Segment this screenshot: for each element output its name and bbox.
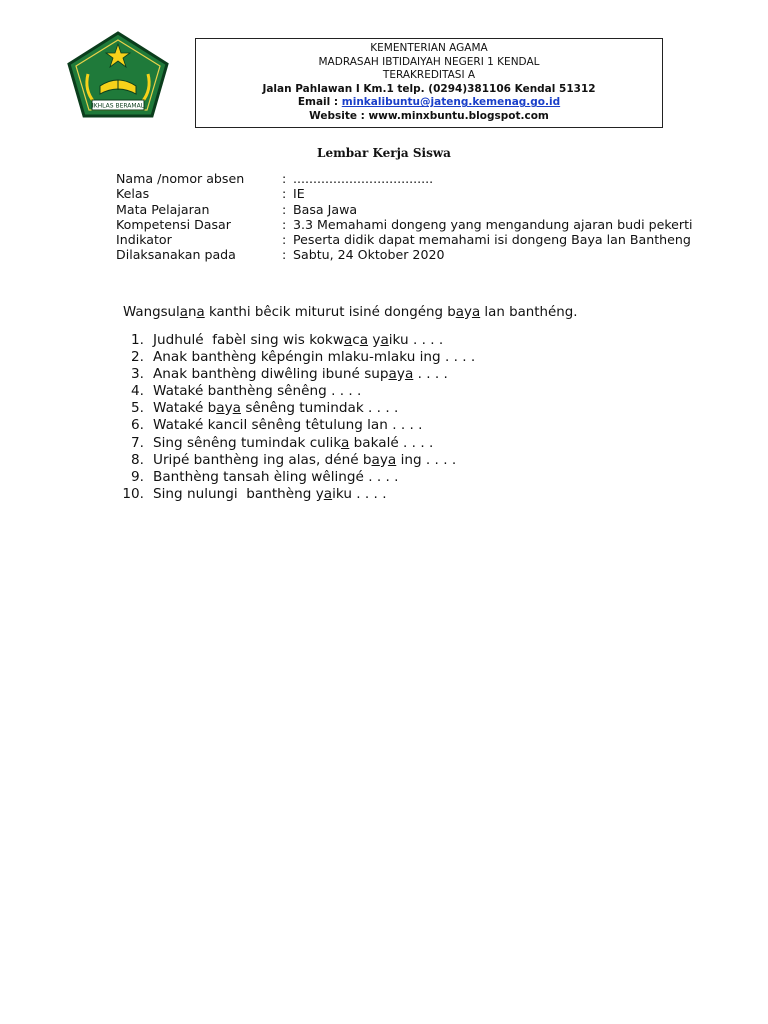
question-number: 5. — [131, 400, 144, 417]
info-row — [116, 202, 693, 217]
text-segment: n — [187, 305, 197, 320]
text-segment: Sing nulungi banthèng y — [153, 485, 324, 502]
info-colon: : — [282, 201, 287, 217]
logo-banner-text: IKHLAS BERAMAL — [91, 102, 145, 110]
question-number: 6. — [131, 417, 144, 434]
info-row — [116, 217, 693, 232]
underlined-letter: a — [179, 305, 188, 320]
question-text — [147, 349, 475, 366]
text-segment: lan banthéng. — [480, 305, 578, 320]
info-value: ................................... — [293, 171, 434, 186]
question-item — [114, 486, 475, 503]
info-value: Peserta didik dapat memahami isi dongeng Baya lan Bantheng — [293, 232, 691, 248]
info-label: Indikator — [116, 232, 172, 248]
text-segment: iku . . . . — [332, 485, 387, 502]
text-segment: kanthi bêcik miturut isiné dongéng b — [204, 305, 456, 320]
question-text — [147, 332, 443, 349]
question-number: 4. — [131, 383, 144, 400]
question-number: 2. — [131, 349, 144, 366]
text-segment: Wataké kancil sênêng têtulung lan . . . . — [153, 417, 423, 434]
question-number: 9. — [131, 468, 144, 485]
underlined-letter: a — [216, 400, 225, 417]
question-text — [147, 452, 456, 469]
info-colon: : — [282, 171, 287, 186]
info-row — [116, 186, 693, 201]
question-item — [114, 383, 475, 400]
email-line — [196, 96, 662, 110]
info-value: Sabtu, 24 Oktober 2020 — [293, 247, 445, 263]
underlined-letter: a — [343, 332, 353, 348]
info-row — [116, 247, 693, 262]
question-text — [147, 435, 433, 452]
underlined-letter: a — [371, 451, 380, 468]
question-item — [114, 417, 475, 434]
text-segment: Anak banthèng diwêling ibuné sup — [153, 366, 389, 383]
text-segment: bakalé . . . . — [349, 434, 434, 451]
text-segment: Judhulé fabèl sing wis kokw — [153, 332, 344, 348]
underlined-letter: a — [455, 305, 464, 320]
accreditation: TERAKREDITASI A — [382, 69, 476, 82]
text-segment: c — [352, 332, 360, 348]
ministry-name: KEMENTERIAN AGAMA — [370, 42, 488, 54]
question-text — [147, 486, 387, 503]
question-number: 8. — [131, 451, 144, 468]
underlined-letter: a — [471, 305, 481, 320]
instruction-text — [123, 305, 578, 320]
email-link[interactable]: minkalibuntu@jateng.kemenag.go.id — [341, 96, 561, 109]
info-value: Basa Jawa — [293, 201, 358, 217]
text-segment: y — [368, 332, 381, 348]
info-colon: : — [282, 186, 287, 202]
text-segment: iku . . . . — [388, 332, 444, 348]
question-number: 3. — [131, 366, 144, 383]
question-item — [114, 452, 475, 469]
text-segment: Uripé banthèng ing alas, déné b — [153, 451, 372, 468]
underlined-letter: a — [388, 366, 397, 383]
info-label: Kelas — [116, 186, 150, 202]
info-colon: : — [282, 247, 287, 263]
question-text — [147, 366, 448, 383]
question-item — [114, 366, 475, 383]
text-segment: y — [224, 400, 233, 417]
underlined-letter: a — [232, 400, 241, 417]
text-segment: Sing sênêng tumindak culik — [153, 434, 341, 451]
email-label: Email : — [297, 96, 342, 109]
info-value: 3.3 Memahami dongeng yang mengandung ajaran budi pekerti — [293, 216, 693, 232]
underlined-letter: a — [404, 366, 414, 383]
question-item — [114, 349, 475, 366]
page-title: Lembar Kerja Siswa — [317, 146, 451, 160]
question-text — [147, 400, 398, 417]
text-segment: ing . . . . — [396, 451, 457, 468]
question-item — [114, 400, 475, 417]
question-item — [114, 469, 475, 486]
school-address: Jalan Pahlawan I Km.1 telp. (0294)381106 Kendal 51312 — [262, 82, 596, 95]
question-text — [147, 469, 398, 486]
underlined-letter: a — [340, 434, 350, 451]
question-number: 7. — [131, 434, 144, 451]
underlined-letter: a — [359, 332, 369, 348]
text-segment: . . . . — [413, 366, 448, 383]
student-info-table — [116, 171, 693, 263]
school-name: MADRASAH IBTIDAIYAH NEGERI 1 KENDAL — [318, 55, 540, 68]
text-segment: Anak banthèng kêpéngin mlaku-mlaku ing . . . . — [153, 349, 476, 366]
question-list — [114, 332, 475, 503]
question-item — [114, 435, 475, 452]
info-colon: : — [282, 216, 287, 232]
info-label: Mata Pelajaran — [116, 201, 210, 217]
text-segment: Wangsul — [123, 305, 180, 320]
info-row — [116, 171, 693, 186]
letterhead-box — [195, 38, 663, 128]
text-segment: y — [464, 305, 472, 320]
text-segment: y — [396, 366, 405, 383]
text-segment: Wataké banthèng sênêng . . . . — [153, 383, 362, 400]
text-segment: Banthèng tansah èling wêlingé . . . . — [153, 468, 399, 485]
question-item — [114, 332, 475, 349]
question-number: 1. — [131, 332, 144, 348]
underlined-letter: a — [323, 485, 333, 502]
text-segment: y — [379, 451, 388, 468]
underlined-letter: a — [387, 451, 397, 468]
question-text — [147, 383, 361, 400]
text-segment: sênêng tumindak . . . . — [241, 400, 399, 417]
underlined-letter: a — [380, 332, 389, 348]
question-text — [147, 417, 422, 434]
underlined-letter: a — [196, 305, 205, 320]
info-label: Dilaksanakan pada — [116, 247, 236, 263]
info-row — [116, 232, 693, 247]
website-line: Website : www.minxbuntu.blogspot.com — [309, 109, 549, 122]
question-number: 10. — [122, 485, 144, 502]
kemenag-emblem-icon — [64, 30, 172, 120]
info-label: Nama /nomor absen — [116, 171, 245, 186]
info-colon: : — [282, 232, 287, 248]
info-value: IE — [293, 186, 305, 202]
text-segment: Wataké b — [153, 400, 217, 417]
info-label: Kompetensi Dasar — [116, 216, 231, 232]
